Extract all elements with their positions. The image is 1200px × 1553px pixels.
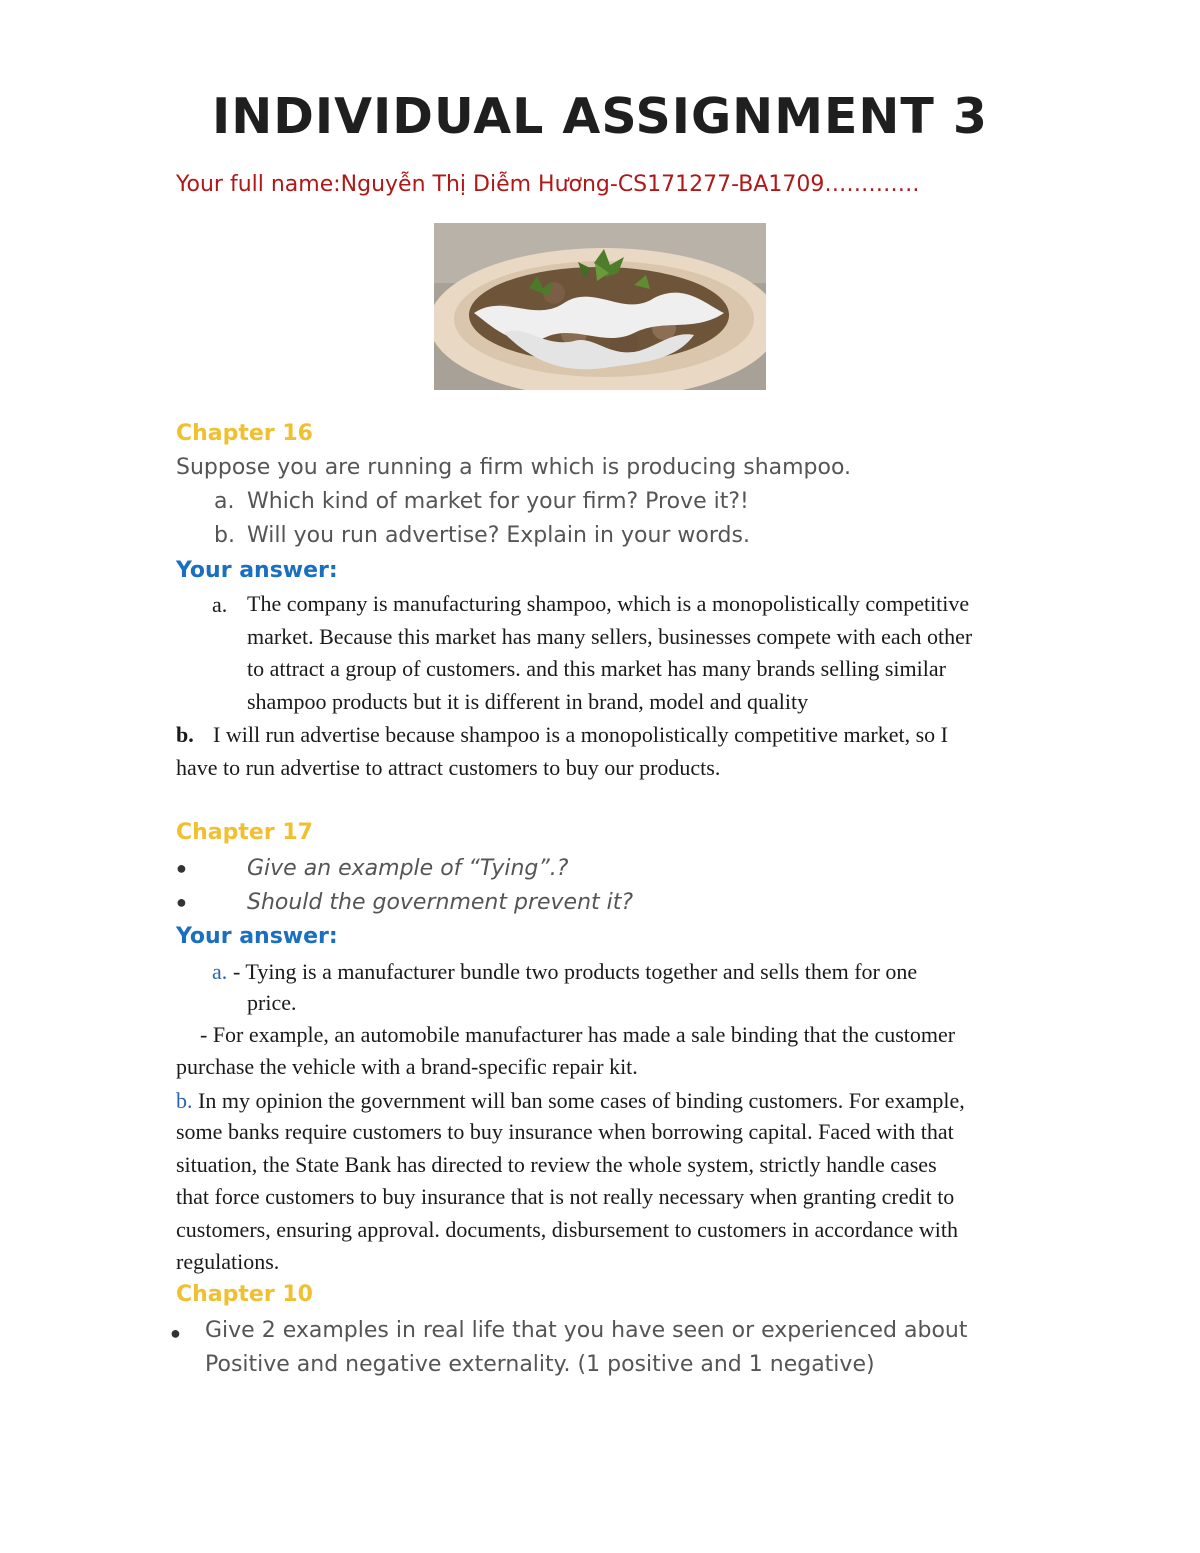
question-a-label: a. (214, 489, 235, 514)
answer-a-line: price. (247, 990, 297, 1015)
answer-b-label: b. (176, 1088, 193, 1113)
chapter-17-heading: Chapter 17 (176, 820, 313, 845)
answer-a-line: market. Because this market has many sellers, businesses compete with each other (247, 623, 973, 649)
answer-a-label: a. (212, 592, 228, 617)
answer-b-line: regulations. (176, 1249, 280, 1274)
chapter-17-bullet: Give an example of “Tying”.? (247, 856, 569, 881)
answer-a-line: shampoo products but it is different in brand, model and quality (247, 688, 809, 714)
bullet-icon: ● (170, 1323, 181, 1343)
answer-b-paragraph (176, 1116, 1036, 1279)
chapter-10-heading: Chapter 10 (176, 1282, 313, 1307)
answer-a-line: - Tying is a manufacturer bundle two products together and sells them for one (233, 959, 918, 984)
question-a-text: Which kind of market for your firm? Prove it?! (247, 489, 749, 514)
student-name-line: Your full name:Nguyễn Thị Diễm Hương-CS171277-BA1709…………. (176, 172, 920, 197)
bullet-icon: ● (176, 858, 187, 878)
food-photo (434, 223, 766, 390)
answer-a-paragraph (247, 588, 1047, 718)
page-title: INDIVIDUAL ASSIGNMENT 3 (211, 88, 989, 145)
answer-a-line: to attract a group of customers. and this market has many brands selling similar (247, 656, 946, 681)
answer-b-line: In my opinion the government will ban some cases of binding customers. For example, (198, 1088, 965, 1113)
chapter-10-bullet-line: Positive and negative externality. (1 positive and 1 negative) (205, 1352, 875, 1377)
chapter-16-answer-heading: Your answer: (176, 558, 338, 583)
chapter-17-answer-heading: Your answer: (176, 924, 338, 949)
chapter-16-prompt: Suppose you are running a firm which is producing shampoo. (176, 455, 852, 480)
chapter-16-heading: Chapter 16 (176, 421, 313, 446)
example-line: purchase the vehicle with a brand-specific repair kit. (176, 1054, 638, 1079)
question-b-label: b. (214, 523, 235, 548)
chapter-17-bullet: Should the government prevent it? (247, 890, 634, 915)
answer-a-label: a. (212, 959, 228, 984)
bullet-icon: ● (176, 892, 187, 912)
answer-a-line: The company is manufacturing shampoo, which is a monopolistically competitive (247, 591, 970, 616)
chapter-10-bullet-line: Give 2 examples in real life that you have seen or experienced about (205, 1318, 968, 1343)
answer-b-line: have to run advertise to attract customers to buy our products. (176, 755, 721, 780)
answer-b-label: b. (176, 722, 194, 747)
answer-b-line: situation, the State Bank has directed to review the whole system, strictly handle cases (176, 1151, 937, 1177)
answer-b-line: some banks require customers to buy insurance when borrowing capital. Faced with that (176, 1119, 954, 1144)
example-line: - For example, an automobile manufacturer has made a sale binding that the customer (200, 1022, 956, 1047)
answer-b-line: that force customers to buy insurance that is not really necessary when granting credit to (176, 1184, 955, 1209)
question-b-text: Will you run advertise? Explain in your words. (247, 523, 750, 548)
answer-b-line: I will run advertise because shampoo is a monopolistically competitive market, so I (213, 722, 948, 747)
answer-b-line: customers, ensuring approval. documents, disbursement to customers in accordance with (176, 1216, 959, 1242)
